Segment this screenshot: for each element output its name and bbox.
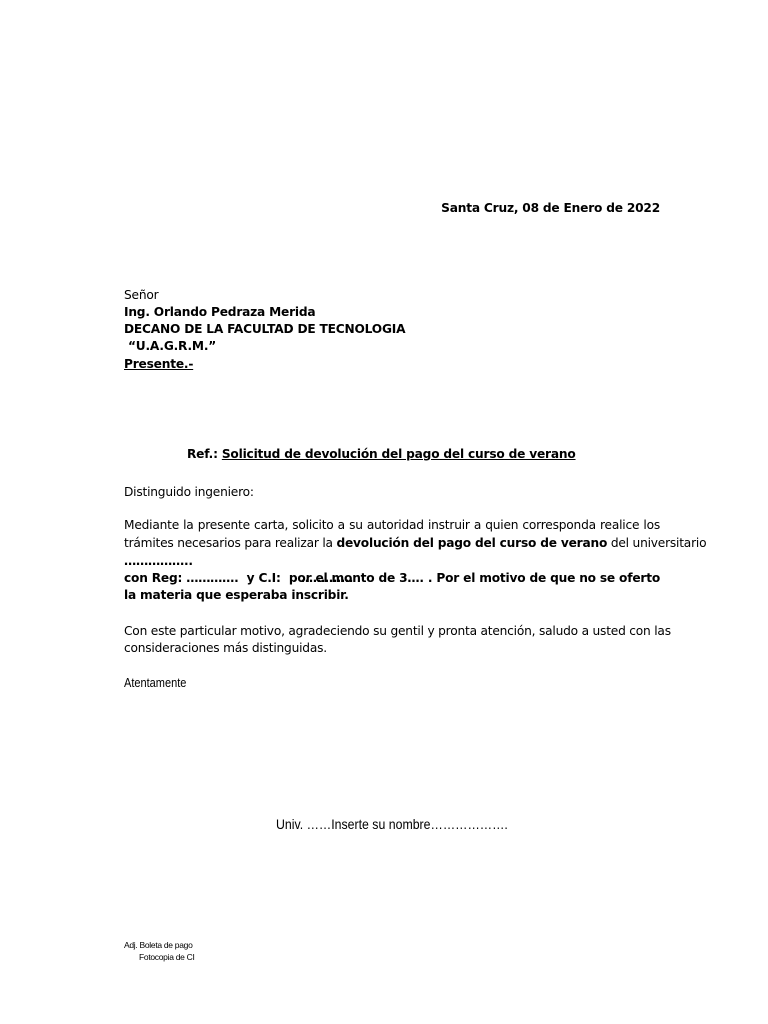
attachment-line2: Fotocopia de CI xyxy=(139,952,195,962)
closing: Atentamente xyxy=(124,676,187,690)
body-p1-amount: por el monto de 3…. . Por el motivo de que no se oferto xyxy=(288,571,660,585)
body-p1-line1: Mediante la presente carta, solicito a su autoridad instruir a quien corresponda realice los xyxy=(124,518,660,532)
recipient-presente: Presente.- xyxy=(124,357,194,371)
body-p1-line2-start: trámites necesarios para realizar la xyxy=(124,536,333,550)
body-p1-dots: …………….. xyxy=(124,554,193,568)
body-p1-line2-bold: devolución del pago del curso de verano xyxy=(336,536,608,550)
reference-subject: Solicitud de devolución del pago del curso de verano xyxy=(221,447,576,461)
signature-line: Univ. ……Inserte su nombre………………. xyxy=(276,816,508,832)
recipient-institution: “U.A.G.R.M.” xyxy=(128,339,217,353)
body-p2-line1: Con este particular motivo, agradeciendo su gentil y pronta atención, saludo a usted con las xyxy=(124,624,671,638)
attachment-line1: Adj. Boleta de pago xyxy=(124,940,193,950)
body-p1-reg: con Reg: …………. y C.I: …………. xyxy=(124,571,354,585)
recipient-salutation: Señor xyxy=(124,288,159,302)
body-p2-line2: consideraciones más distinguidas. xyxy=(124,641,327,655)
recipient-name: Ing. Orlando Pedraza Merida xyxy=(124,305,316,319)
date-line: Santa Cruz, 08 de Enero de 2022 xyxy=(441,201,660,215)
body-p1-line2 xyxy=(124,536,707,550)
reference-label: Ref.: xyxy=(187,447,218,461)
reference-line xyxy=(187,447,576,461)
body-p1-line5: la materia que esperaba inscribir. xyxy=(124,588,349,602)
greeting: Distinguido ingeniero: xyxy=(124,485,254,499)
body-p1-line2-end: del universitario xyxy=(610,536,707,550)
recipient-position: DECANO DE LA FACULTAD DE TECNOLOGIA xyxy=(124,322,406,336)
